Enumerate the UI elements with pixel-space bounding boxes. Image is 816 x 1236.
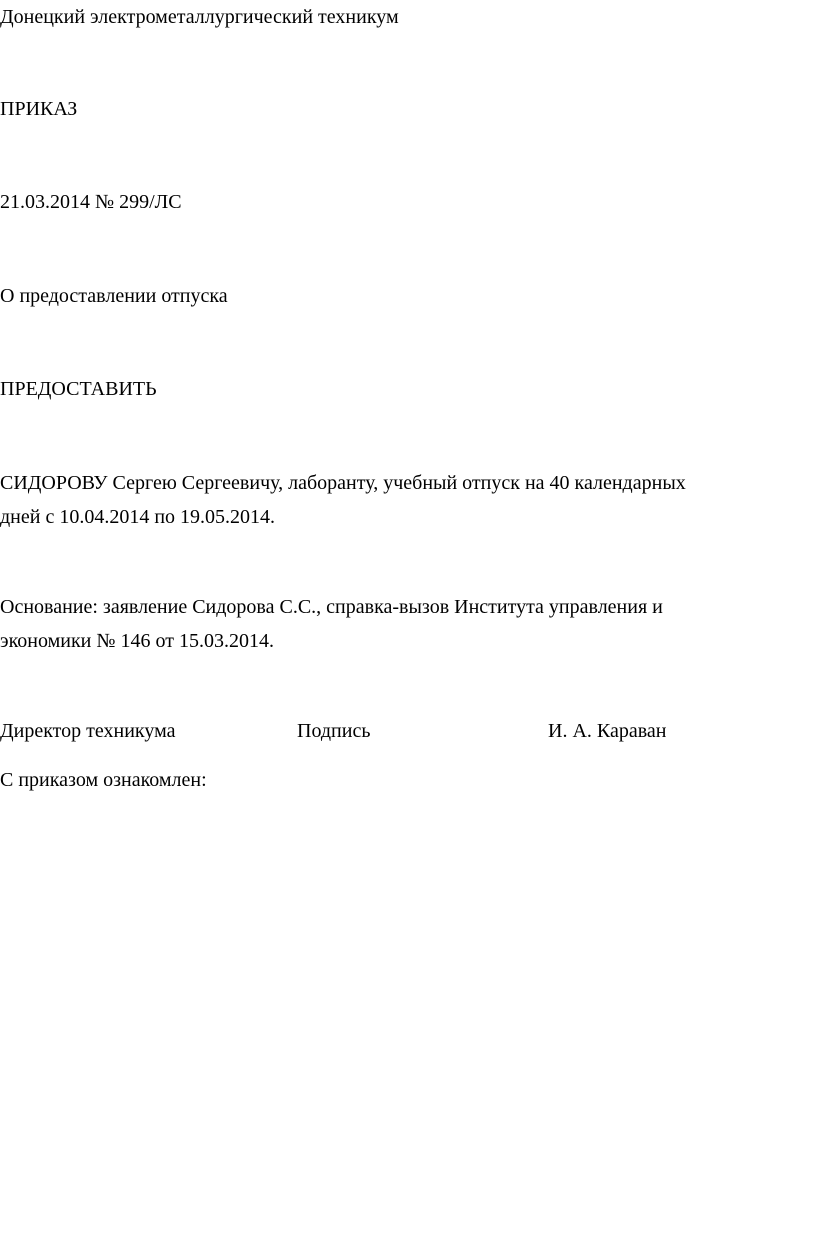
document-type-heading: ПРИКАЗ [0,98,78,120]
order-subject: О предоставлении отпуска [0,285,228,307]
order-basis [0,590,810,658]
signature-label: Подпись [297,720,371,742]
order-body [0,466,810,534]
order-body-line-1: СИДОРОВУ Сергею Сергеевичу, лаборанту, учебный отпуск на 40 календарных [0,472,686,494]
order-basis-line-2: экономики № 146 от 15.03.2014. [0,630,274,652]
organization-name: Донецкий электрометаллургический техникум [0,6,399,28]
order-action: ПРЕДОСТАВИТЬ [0,378,157,400]
acknowledgement-line: С приказом ознакомлен: [0,769,207,791]
signatory-name: И. А. Караван [548,720,667,742]
order-body-line-2: дней с 10.04.2014 по 19.05.2014. [0,506,276,528]
signatory-title: Директор техникума [0,720,176,742]
order-basis-line-1: Основание: заявление Сидорова С.С., справка-вызов Института управления и [0,596,663,618]
date-and-number: 21.03.2014 № 299/ЛС [0,191,182,213]
